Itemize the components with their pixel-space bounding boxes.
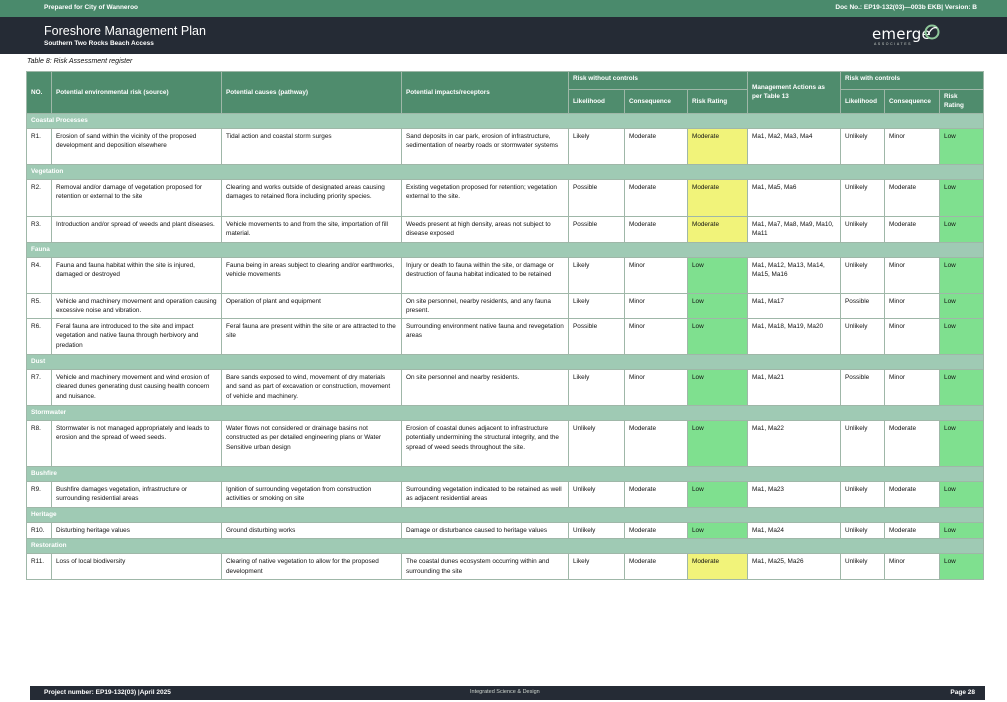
header-consequence-with: Consequence [885,90,940,114]
risk-cell: Removal and/or damage of vegetation proposed for retention or external to the site [52,179,222,216]
rating-with-cell: Low [940,179,984,216]
consequence-with-cell: Moderate [885,179,940,216]
causes-cell: Ignition of surrounding vegetation from construction activities or smoking on site [222,482,402,508]
header-likelihood-without: Likelihood [569,90,625,114]
row-number-cell: R1. [27,128,52,164]
category-label: Dust [27,355,984,370]
page-number-text: Page 28 [950,689,975,696]
table-row [27,293,984,319]
rating-without-cell: Low [688,370,748,406]
table-row [27,257,984,293]
header-consequence-without: Consequence [625,90,688,114]
impacts-cell: Damage or disturbance caused to heritage values [402,523,569,539]
impacts-cell: On site personnel, nearby residents, and any fauna present. [402,293,569,319]
category-row [27,406,984,421]
impacts-cell: Surrounding vegetation indicated to be retained as well as adjacent residential areas [402,482,569,508]
risk-cell: Introduction and/or spread of weeds and plant diseases. [52,216,222,242]
actions-cell: Ma1, Ma22 [748,421,841,467]
likelihood-with-cell: Possible [841,293,885,319]
causes-cell: Tidal action and coastal storm surges [222,128,402,164]
causes-cell: Vehicle movements to and from the site, importation of fill material. [222,216,402,242]
emerge-logo [872,23,942,47]
risk-cell: Loss of local biodiversity [52,554,222,580]
table-row [27,179,984,216]
table-row [27,128,984,164]
category-row [27,539,984,554]
rating-without-cell: Low [688,319,748,355]
category-row [27,355,984,370]
impacts-cell: Injury or death to fauna within the site, or damage or destruction of fauna habitat indicated to be retained [402,257,569,293]
causes-cell: Ground disturbing works [222,523,402,539]
likelihood-with-cell: Unlikely [841,482,885,508]
document-subtitle: Southern Two Rocks Beach Access [44,40,154,47]
row-number-cell: R9. [27,482,52,508]
actions-cell: Ma1, Ma18, Ma19, Ma20 [748,319,841,355]
project-number-text: Project number: EP19-132(03) |April 2025 [44,689,171,696]
rating-with-cell: Low [940,257,984,293]
risk-cell: Disturbing heritage values [52,523,222,539]
consequence-without-cell: Moderate [625,554,688,580]
consequence-with-cell: Minor [885,319,940,355]
consequence-with-cell: Minor [885,128,940,164]
category-label: Heritage [27,508,984,523]
likelihood-with-cell: Unlikely [841,319,885,355]
actions-cell: Ma1, Ma17 [748,293,841,319]
risk-cell: Vehicle and machinery movement and operation causing excessive noise and vibration. [52,293,222,319]
top-info-bar [0,0,1007,17]
header-likelihood-with: Likelihood [841,90,885,114]
table-row [27,421,984,467]
header-risk: Potential environmental risk (source) [52,72,222,114]
document-footer [30,686,985,700]
impacts-cell: Erosion of coastal dunes adjacent to infrastructure potentially undermining the structural integrity, and the spread of weed seeds throughout the site. [402,421,569,467]
consequence-with-cell: Minor [885,293,940,319]
table-row [27,482,984,508]
likelihood-with-cell: Unlikely [841,523,885,539]
rating-without-cell: Low [688,293,748,319]
category-row [27,508,984,523]
header-causes: Potential causes (pathway) [222,72,402,114]
row-number-cell: R4. [27,257,52,293]
likelihood-without-cell: Possible [569,179,625,216]
document-header [0,17,1007,54]
row-number-cell: R10. [27,523,52,539]
table-row [27,319,984,355]
header-risk-without-controls: Risk without controls [569,72,748,90]
row-number-cell: R2. [27,179,52,216]
category-row [27,467,984,482]
table-row [27,370,984,406]
likelihood-without-cell: Likely [569,554,625,580]
rating-without-cell: Low [688,523,748,539]
consequence-without-cell: Moderate [625,482,688,508]
likelihood-with-cell: Unlikely [841,554,885,580]
impacts-cell: Surrounding environment native fauna and revegetation areas [402,319,569,355]
actions-cell: Ma1, Ma25, Ma26 [748,554,841,580]
row-number-cell: R7. [27,370,52,406]
causes-cell: Water flows not considered or drainage basins not constructed as per detailed engineering plans or Water Sensitive urban design [222,421,402,467]
category-label: Fauna [27,242,984,257]
rating-with-cell: Low [940,319,984,355]
rating-with-cell: Low [940,128,984,164]
rating-without-cell: Low [688,482,748,508]
table-row [27,523,984,539]
consequence-without-cell: Moderate [625,421,688,467]
rating-with-cell: Low [940,293,984,319]
risk-assessment-table [26,71,984,580]
actions-cell: Ma1, Ma21 [748,370,841,406]
table-row [27,554,984,580]
header-no: NO. [27,72,52,114]
likelihood-without-cell: Possible [569,319,625,355]
header-impacts: Potential impacts/receptors [402,72,569,114]
row-number-cell: R11. [27,554,52,580]
impacts-cell: Sand deposits in car park, erosion of infrastructure, sedimentation of nearby roads or stormwater systems [402,128,569,164]
actions-cell: Ma1, Ma24 [748,523,841,539]
rating-with-cell: Low [940,554,984,580]
risk-cell: Erosion of sand within the vicinity of the proposed development and deposition elsewhere [52,128,222,164]
likelihood-with-cell: Unlikely [841,421,885,467]
rating-with-cell: Low [940,370,984,406]
impacts-cell: Existing vegetation proposed for retention; vegetation external to the site. [402,179,569,216]
rating-without-cell: Moderate [688,216,748,242]
rating-with-cell: Low [940,216,984,242]
consequence-with-cell: Moderate [885,421,940,467]
causes-cell: Clearing and works outside of designated areas causing damages to retained flora including priority species. [222,179,402,216]
causes-cell: Bare sands exposed to wind, movement of dry materials and sand as part of excavation or construction, movement of vehicle and machinery. [222,370,402,406]
risk-cell: Fauna and fauna habitat within the site is injured, damaged or destroyed [52,257,222,293]
rating-without-cell: Moderate [688,554,748,580]
logo-text: emerge [872,25,931,43]
rating-with-cell: Low [940,523,984,539]
consequence-with-cell: Moderate [885,523,940,539]
consequence-without-cell: Moderate [625,216,688,242]
likelihood-without-cell: Likely [569,293,625,319]
consequence-without-cell: Moderate [625,523,688,539]
category-row [27,113,984,128]
consequence-without-cell: Minor [625,293,688,319]
header-management-actions: Management Actions as per Table 13 [748,72,841,114]
likelihood-without-cell: Likely [569,370,625,406]
header-rating-without: Risk Rating [688,90,748,114]
impacts-cell: Weeds present at high density, areas not subject to disease exposed [402,216,569,242]
row-number-cell: R5. [27,293,52,319]
likelihood-without-cell: Unlikely [569,523,625,539]
likelihood-without-cell: Unlikely [569,482,625,508]
consequence-without-cell: Minor [625,319,688,355]
rating-without-cell: Moderate [688,128,748,164]
likelihood-with-cell: Possible [841,370,885,406]
risk-cell: Feral fauna are introduced to the site and impact vegetation and native fauna through herbivory and predation [52,319,222,355]
consequence-without-cell: Moderate [625,128,688,164]
likelihood-with-cell: Unlikely [841,128,885,164]
category-row [27,164,984,179]
footer-tagline: Integrated Science & Design [470,689,540,695]
likelihood-without-cell: Possible [569,216,625,242]
category-label: Coastal Processes [27,113,984,128]
header-risk-with-controls: Risk with controls [841,72,984,90]
category-label: Restoration [27,539,984,554]
impacts-cell: On site personnel and nearby residents. [402,370,569,406]
likelihood-with-cell: Unlikely [841,179,885,216]
actions-cell: Ma1, Ma7, Ma8, Ma9, Ma10, Ma11 [748,216,841,242]
actions-cell: Ma1, Ma23 [748,482,841,508]
consequence-without-cell: Minor [625,370,688,406]
actions-cell: Ma1, Ma5, Ma6 [748,179,841,216]
actions-cell: Ma1, Ma12, Ma13, Ma14, Ma15, Ma16 [748,257,841,293]
consequence-without-cell: Minor [625,257,688,293]
header-rating-with: Risk Rating [940,90,984,114]
table-row [27,216,984,242]
impacts-cell: The coastal dunes ecosystem occurring within and surrounding the site [402,554,569,580]
row-number-cell: R3. [27,216,52,242]
risk-cell: Vehicle and machinery movement and wind erosion of cleared dunes generating dust causing health concern and nuisance. [52,370,222,406]
doc-number-text: Doc No.: EP19-132(03)—003b EKB| Version: B [835,4,977,11]
actions-cell: Ma1, Ma2, Ma3, Ma4 [748,128,841,164]
risk-table-body [27,113,984,580]
consequence-with-cell: Minor [885,257,940,293]
causes-cell: Clearing of native vegetation to allow for the proposed development [222,554,402,580]
logo-leaf-icon [924,24,940,40]
rating-with-cell: Low [940,482,984,508]
document-title: Foreshore Management Plan [44,24,206,38]
logo-subtext: ASSOCIATES [874,42,913,46]
rating-without-cell: Low [688,421,748,467]
consequence-with-cell: Minor [885,554,940,580]
rating-without-cell: Low [688,257,748,293]
rating-without-cell: Moderate [688,179,748,216]
causes-cell: Feral fauna are present within the site or are attracted to the site [222,319,402,355]
row-number-cell: R6. [27,319,52,355]
category-label: Stormwater [27,406,984,421]
category-row [27,242,984,257]
causes-cell: Fauna being in areas subject to clearing and/or earthworks, vehicle movements [222,257,402,293]
category-label: Vegetation [27,164,984,179]
consequence-with-cell: Moderate [885,216,940,242]
consequence-with-cell: Moderate [885,482,940,508]
likelihood-without-cell: Likely [569,257,625,293]
rating-with-cell: Low [940,421,984,467]
likelihood-without-cell: Likely [569,128,625,164]
table-caption: Table 8: Risk Assessment register [27,58,133,65]
consequence-with-cell: Minor [885,370,940,406]
prepared-for-text: Prepared for City of Wanneroo [44,4,139,11]
likelihood-with-cell: Unlikely [841,257,885,293]
row-number-cell: R8. [27,421,52,467]
category-label: Bushfire [27,467,984,482]
risk-cell: Stormwater is not managed appropriately and leads to erosion and the spread of weed seeds. [52,421,222,467]
likelihood-with-cell: Unlikely [841,216,885,242]
consequence-without-cell: Moderate [625,179,688,216]
likelihood-without-cell: Unlikely [569,421,625,467]
risk-cell: Bushfire damages vegetation, infrastructure or surrounding residential areas [52,482,222,508]
causes-cell: Operation of plant and equipment [222,293,402,319]
